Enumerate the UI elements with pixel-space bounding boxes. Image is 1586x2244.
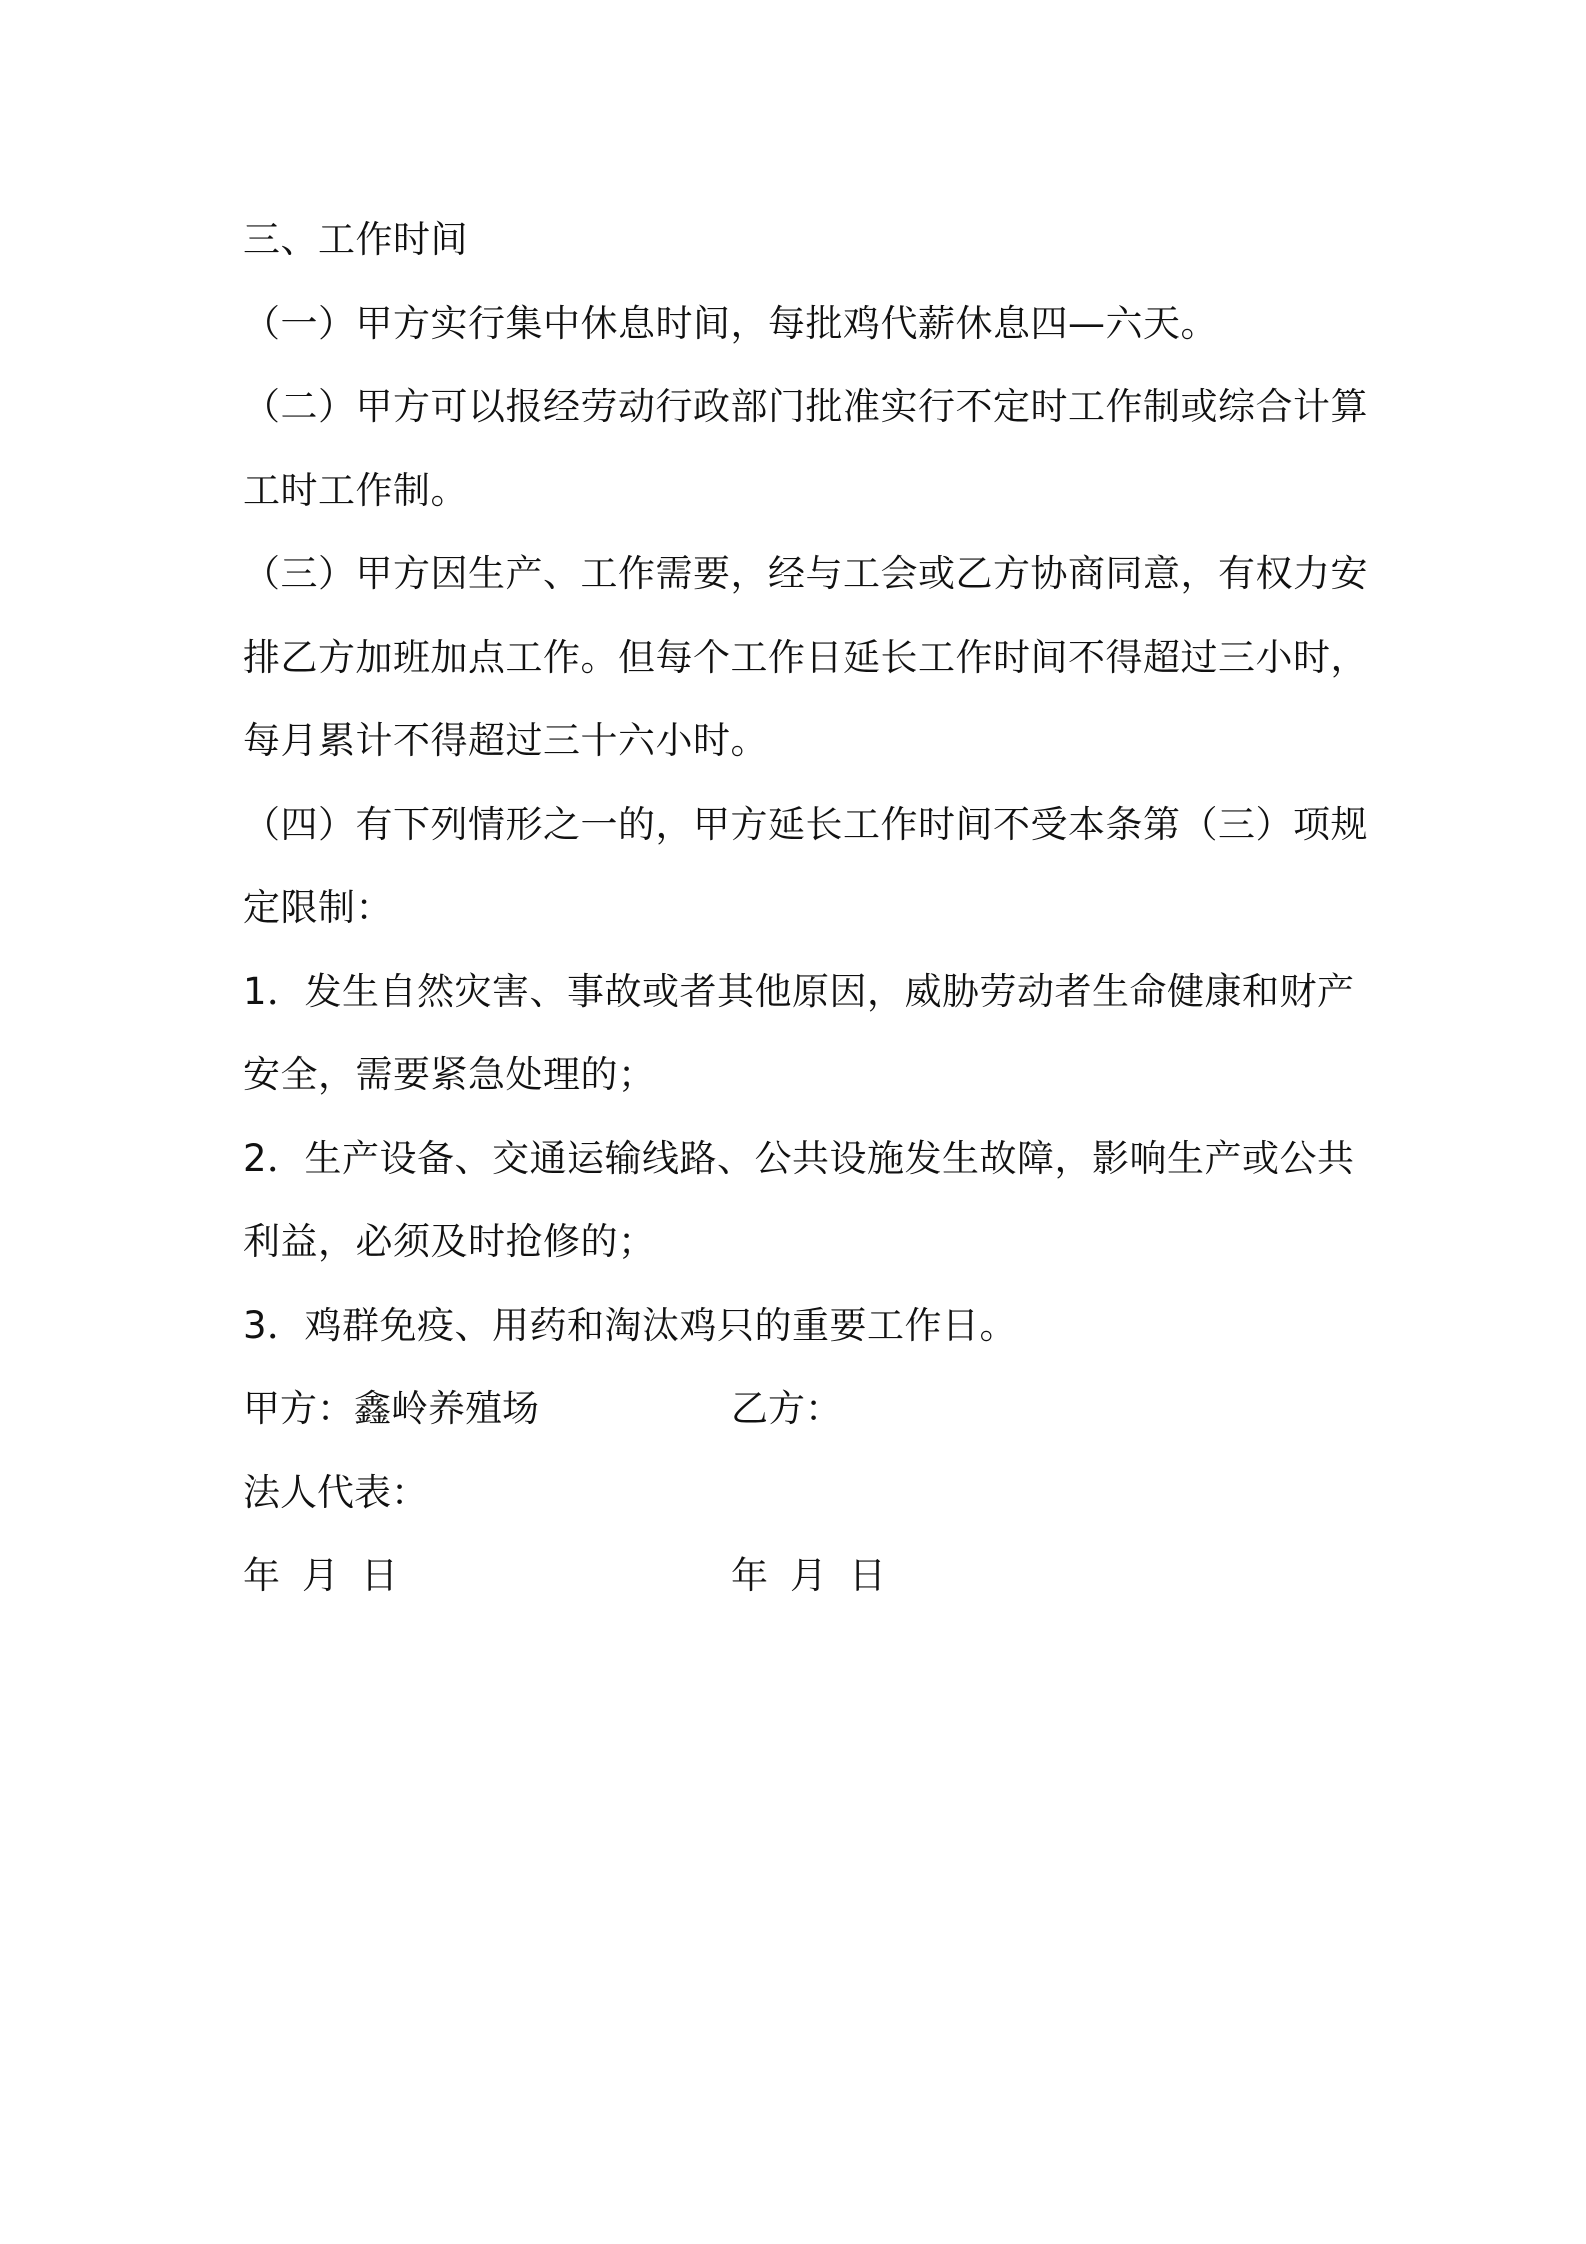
party-b-date xyxy=(731,1534,886,1618)
document-body xyxy=(243,198,1368,1618)
date-year-label: 年 xyxy=(731,1554,768,1597)
clause-4-text-line-1: （四）有下列情形之一的，甲方延长工作时间不受本条第（三）项规 xyxy=(243,802,1368,846)
clause-1-text: （一）甲方实行集中休息时间，每批鸡代薪休息四—六天。 xyxy=(243,301,1218,345)
clause-3-text-line-3: 每月累计不得超过三十六小时。 xyxy=(243,719,768,762)
party-a-label: 甲方：鑫岭养殖场 xyxy=(243,1387,539,1430)
item-1-text-line-1: 1．发生自然灾害、事故或者其他原因，威胁劳动者生命健康和财产 xyxy=(243,969,1355,1013)
item-2-text-line-2: 利益，必须及时抢修的； xyxy=(243,1220,656,1263)
clause-2-text-line-2: 工时工作制。 xyxy=(243,468,468,512)
signature-dates-row xyxy=(243,1534,1363,1618)
date-month-label: 月 xyxy=(790,1554,827,1597)
party-b-label: 乙方： xyxy=(731,1387,842,1430)
item-2-text-line-1: 2．生产设备、交通运输线路、公共设施发生故障，影响生产或公共 xyxy=(243,1136,1355,1180)
legal-representative-row xyxy=(243,1451,1363,1535)
date-year-label: 年 xyxy=(243,1554,280,1597)
date-month-label: 月 xyxy=(302,1554,339,1597)
clause-3-text-line-2: 排乙方加班加点工作。但每个工作日延长工作时间不得超过三小时， xyxy=(243,635,1368,679)
clause-2-text-line-1: （二）甲方可以报经劳动行政部门批准实行不定时工作制或综合计算 xyxy=(243,385,1368,428)
legal-representative-label: 法人代表： xyxy=(243,1470,428,1514)
party-a-date xyxy=(243,1534,398,1618)
clause-4-text-line-2: 定限制： xyxy=(243,886,393,929)
item-3-text: 3．鸡群免疫、用药和淘汰鸡只的重要工作日。 xyxy=(243,1303,1018,1347)
item-1-text-line-2: 安全，需要紧急处理的； xyxy=(243,1053,656,1096)
section-heading: 三、工作时间 xyxy=(243,218,468,261)
clause-3-text-line-1: （三）甲方因生产、工作需要，经与工会或乙方协商同意，有权力安 xyxy=(243,552,1368,595)
signature-parties-row xyxy=(243,1367,1363,1451)
date-day-label: 日 xyxy=(361,1554,398,1597)
date-day-label: 日 xyxy=(849,1554,886,1597)
